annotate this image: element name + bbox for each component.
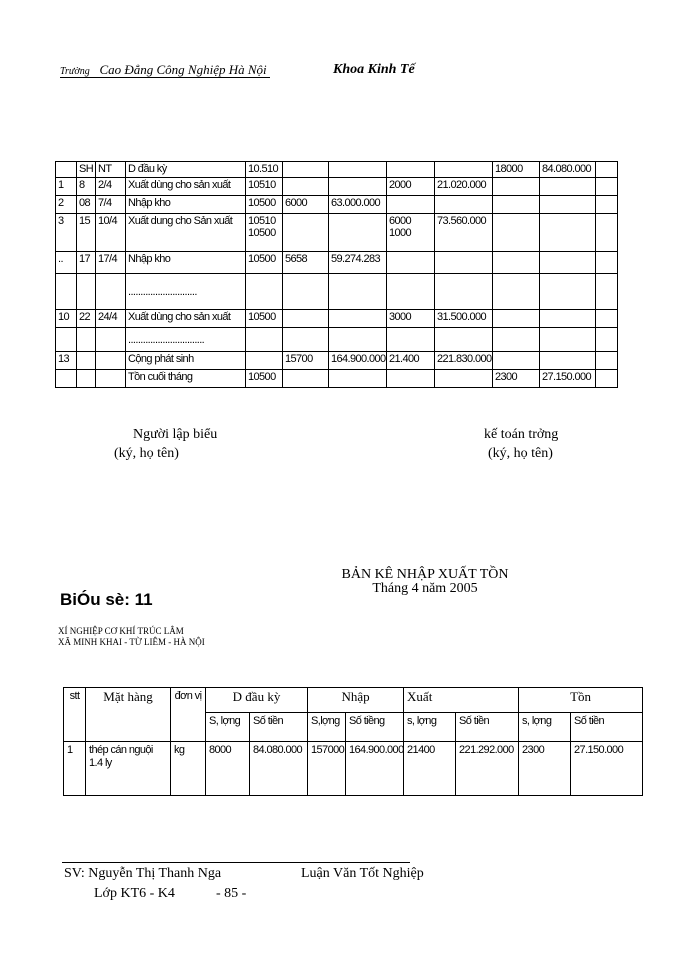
data-cell: 8000 xyxy=(206,742,250,796)
ledger-cell: NT xyxy=(96,162,126,178)
ledger-cell xyxy=(96,274,126,310)
school-prefix: Trường xyxy=(60,66,90,77)
ledger-cell: 59.274.283 xyxy=(329,252,387,274)
ledger-cell xyxy=(329,162,387,178)
ledger-cell: 18000 xyxy=(493,162,540,178)
ledger-cell xyxy=(56,162,77,178)
data-cell: 164.900.000 xyxy=(346,742,404,796)
ledger-cell: Nhập kho xyxy=(126,252,246,274)
ledger-cell: 27.150.000 xyxy=(540,370,596,388)
ledger-row xyxy=(56,178,618,196)
ledger-cell xyxy=(246,274,283,310)
ledger-cell xyxy=(493,196,540,214)
ledger-cell xyxy=(387,252,435,274)
ledger-cell: 3 xyxy=(56,214,77,252)
ledger-cell xyxy=(596,370,618,388)
ledger-cell xyxy=(435,328,493,352)
header-opening: D đầu kỳ xyxy=(206,688,308,713)
ledger-cell xyxy=(56,328,77,352)
ledger-row xyxy=(56,274,618,310)
ledger-cell: D đầu kỳ xyxy=(126,162,246,178)
ledger-cell xyxy=(493,178,540,196)
ledger-cell: 8 xyxy=(77,178,96,196)
ledger-cell xyxy=(96,370,126,388)
data-cell: 157000 xyxy=(308,742,346,796)
ledger-cell xyxy=(283,274,329,310)
ledger-cell xyxy=(283,328,329,352)
ledger-cell xyxy=(77,352,96,370)
ledger-cell xyxy=(493,252,540,274)
ledger-cell: 15 xyxy=(77,214,96,252)
header-school xyxy=(60,62,267,78)
ledger-cell xyxy=(540,196,596,214)
ledger-cell: 08 xyxy=(77,196,96,214)
ledger-row xyxy=(56,252,618,274)
subheader-cell: S, lợng xyxy=(206,713,250,742)
ledger-cell xyxy=(329,328,387,352)
ledger-table xyxy=(55,161,618,388)
company-name: XÍ NGHIỆP CƠ KHÍ TRÚC LÂM xyxy=(58,626,184,636)
signature-preparer-title: Người lập biểu xyxy=(133,427,218,442)
ledger-cell xyxy=(435,196,493,214)
data-cell: 84.080.000 xyxy=(250,742,308,796)
ledger-cell: 5658 xyxy=(283,252,329,274)
subheader-cell: Số tiền xyxy=(250,713,308,742)
ledger-cell: 3000 xyxy=(387,310,435,328)
ledger-cell: 63.000.000 xyxy=(329,196,387,214)
ledger-cell xyxy=(96,328,126,352)
ledger-cell xyxy=(435,252,493,274)
ledger-row xyxy=(56,196,618,214)
ledger-cell xyxy=(387,370,435,388)
data-cell: 1 xyxy=(64,742,86,796)
ledger-cell: Nhập kho xyxy=(126,196,246,214)
header-issue: Xuất xyxy=(404,688,519,713)
ledger-cell: 24/4 xyxy=(96,310,126,328)
ledger-cell: 22 xyxy=(77,310,96,328)
inventory-summary-table xyxy=(63,687,643,796)
ledger-cell: 10.510 xyxy=(246,162,283,178)
subheader-cell: s, lợng xyxy=(404,713,456,742)
ledger-cell xyxy=(283,162,329,178)
ledger-cell: 10500 xyxy=(246,196,283,214)
ledger-cell: 10 xyxy=(56,310,77,328)
ledger-cell: Xuất dung cho Sản xuất xyxy=(126,214,246,252)
subheader-cell: Số tiền xyxy=(571,713,643,742)
header-receipt: Nhập xyxy=(308,688,404,713)
ledger-cell: SH xyxy=(77,162,96,178)
ledger-cell: 10500 xyxy=(246,310,283,328)
ledger-cell xyxy=(246,352,283,370)
ledger-cell: 17 xyxy=(77,252,96,274)
ledger-cell: 2000 xyxy=(387,178,435,196)
ledger-cell xyxy=(540,310,596,328)
ledger-cell xyxy=(596,178,618,196)
ledger-cell: 1 xyxy=(56,178,77,196)
subheader-cell: s, lợng xyxy=(519,713,571,742)
ledger-cell xyxy=(283,214,329,252)
ledger-cell xyxy=(246,328,283,352)
data-cell: 221.292.000 xyxy=(456,742,519,796)
report-title: BẢN KÊ NHẬP XUẤT TỒN xyxy=(341,567,509,582)
ledger-cell xyxy=(329,370,387,388)
ledger-cell: Cộng phát sinh xyxy=(126,352,246,370)
header-faculty: Khoa Kinh Tế xyxy=(333,62,415,77)
ledger-cell xyxy=(56,370,77,388)
ledger-cell: 164.900.000 xyxy=(329,352,387,370)
ledger-cell xyxy=(283,370,329,388)
ledger-cell xyxy=(596,196,618,214)
ledger-cell xyxy=(387,274,435,310)
ledger-row xyxy=(56,310,618,328)
ledger-cell xyxy=(77,274,96,310)
subheader-cell: Số tiền xyxy=(456,713,519,742)
ledger-cell: 2/4 xyxy=(96,178,126,196)
ledger-cell xyxy=(596,252,618,274)
ledger-cell: 73.560.000 xyxy=(435,214,493,252)
ledger-cell xyxy=(387,328,435,352)
header-rule xyxy=(60,77,270,78)
ledger-cell xyxy=(329,214,387,252)
ledger-row xyxy=(56,370,618,388)
ledger-cell xyxy=(540,328,596,352)
ledger-cell: 10500 xyxy=(246,252,283,274)
ledger-cell xyxy=(387,162,435,178)
ledger-row xyxy=(56,328,618,352)
ledger-cell xyxy=(96,352,126,370)
ledger-cell xyxy=(283,310,329,328)
ledger-cell: Xuất dùng cho sản xuất xyxy=(126,310,246,328)
ledger-cell xyxy=(435,370,493,388)
ledger-cell xyxy=(596,274,618,310)
ledger-cell: Tồn cuối tháng xyxy=(126,370,246,388)
ledger-row xyxy=(56,162,618,178)
ledger-cell: 10510 xyxy=(246,178,283,196)
footer-student: SV: Nguyễn Thị Thanh Nga xyxy=(64,866,222,881)
ledger-cell xyxy=(540,214,596,252)
ledger-cell: Xuất dùng cho sản xuất xyxy=(126,178,246,196)
ledger-cell: 6000 xyxy=(283,196,329,214)
report-subtitle: Tháng 4 năm 2005 xyxy=(372,581,478,596)
data-cell: 2300 xyxy=(519,742,571,796)
ledger-cell: 2 xyxy=(56,196,77,214)
ledger-cell: 6000 1000 xyxy=(387,214,435,252)
footer-class: Lớp KT6 - K4 xyxy=(94,886,175,901)
ledger-cell: .. xyxy=(56,252,77,274)
signature-preparer-sub: (ký, họ tên) xyxy=(114,446,179,461)
ledger-cell xyxy=(596,352,618,370)
data-cell: thép cán nguội 1.4 ly xyxy=(86,742,171,796)
ledger-cell xyxy=(596,162,618,178)
ledger-row xyxy=(56,352,618,370)
ledger-cell xyxy=(540,252,596,274)
signature-accountant-sub: (ký, họ tên) xyxy=(488,446,553,461)
ledger-cell xyxy=(77,370,96,388)
ledger-cell xyxy=(540,352,596,370)
ledger-cell xyxy=(493,214,540,252)
signature-accountant-title: kế toán trởng xyxy=(484,427,559,442)
ledger-cell xyxy=(329,310,387,328)
ledger-cell xyxy=(435,162,493,178)
ledger-cell xyxy=(493,274,540,310)
ledger-cell xyxy=(596,214,618,252)
data-cell: 27.150.000 xyxy=(571,742,643,796)
ledger-cell xyxy=(329,274,387,310)
ledger-cell: 21.020.000 xyxy=(435,178,493,196)
ledger-cell: 10510 10500 xyxy=(246,214,283,252)
ledger-cell xyxy=(56,274,77,310)
footer-thesis: Luận Văn Tốt Nghiệp xyxy=(301,866,424,881)
ledger-cell xyxy=(493,310,540,328)
form-number: BiÓu sè: 11 xyxy=(60,590,153,609)
ledger-cell xyxy=(596,328,618,352)
ledger-cell: 21.400 xyxy=(387,352,435,370)
ledger-cell: 2300 xyxy=(493,370,540,388)
ledger-cell: 10/4 xyxy=(96,214,126,252)
ledger-cell xyxy=(540,178,596,196)
ledger-cell xyxy=(77,328,96,352)
ledger-cell: 17/4 xyxy=(96,252,126,274)
ledger-row xyxy=(56,214,618,252)
ledger-cell xyxy=(493,328,540,352)
ledger-cell: ............................ xyxy=(126,274,246,310)
ledger-cell: 221.830.000 xyxy=(435,352,493,370)
footer-rule xyxy=(62,862,410,863)
subheader-cell: Số tiềng xyxy=(346,713,404,742)
report-heading xyxy=(300,568,550,596)
ledger-cell xyxy=(596,310,618,328)
ledger-cell: ............................... xyxy=(126,328,246,352)
ledger-cell: 13 xyxy=(56,352,77,370)
ledger-cell xyxy=(283,178,329,196)
ledger-cell xyxy=(540,274,596,310)
subheader-cell: S,lợng xyxy=(308,713,346,742)
ledger-cell: 15700 xyxy=(283,352,329,370)
company-address: XÃ MINH KHAI - TỪ LIÊM - HÀ NỘI xyxy=(58,637,205,647)
ledger-cell xyxy=(387,196,435,214)
ledger-cell xyxy=(493,352,540,370)
ledger-cell: 7/4 xyxy=(96,196,126,214)
data-cell: 21400 xyxy=(404,742,456,796)
school-name: Cao Đẳng Công Nghiệp Hà Nội xyxy=(99,62,267,77)
data-cell: kg xyxy=(171,742,206,796)
company-block xyxy=(58,626,205,648)
header-stt: stt xyxy=(64,688,86,742)
ledger-cell: 31.500.000 xyxy=(435,310,493,328)
ledger-cell xyxy=(329,178,387,196)
header-item: Mặt hàng xyxy=(86,688,171,742)
footer-page-number: - 85 - xyxy=(216,886,247,901)
ledger-cell xyxy=(435,274,493,310)
ledger-cell: 10500 xyxy=(246,370,283,388)
ledger-cell: 84.080.000 xyxy=(540,162,596,178)
header-closing: Tồn xyxy=(519,688,643,713)
header-unit: đơn vị xyxy=(171,688,206,742)
